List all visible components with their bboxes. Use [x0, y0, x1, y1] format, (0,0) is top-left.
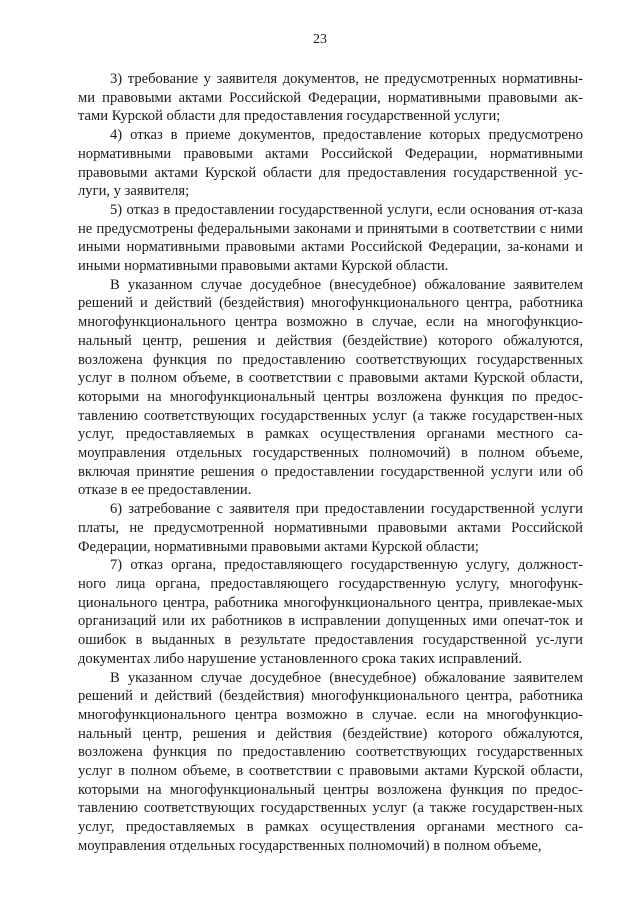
- paragraph-item-4: 4) отказ в приеме документов, предоставление которых предусмотрено нормативными правовыми актами Российской Федерации, нормативными правовыми актами Курской области для предоставления государственной ус-луги, у заявителя;: [78, 127, 583, 200]
- paragraph-item-6: 6) затребование с заявителя при предоставлении государственной услуги платы, не предусмотренной нормативными правовыми актами Российской Федерации, нормативными правовыми актами Курской области;: [78, 501, 583, 555]
- paragraph-mfc-appeal-1: В указанном случае досудебное (внесудебное) обжалование заявителем решений и действий (бездействия) многофункционального центра, работника многофункционального центра возможно в случае, если на многофункцио-нальный центр, решения и действия (бездействие) которого обжалуются, возложена функция по предоставлению соответствующих государственных услуг в полном объеме, в соответствии с правовыми актами Курской области, которыми на многофункциональный центры возложена функция по предос-тавлению соответствующих государственных услуг (а также государствен-ных услуг, предоставляемых в рамках осуществления органами местного са-моуправления отдельных государственных полномочий) в полном объеме, включая принятие решения о предоставлении государственной услуги или об отказе в ее предоставлении.: [78, 276, 583, 499]
- document-body: [78, 70, 583, 856]
- paragraph-mfc-appeal-2: В указанном случае досудебное (внесудебное) обжалование заявителем решений и действий (бездействия) многофункционального центра, работника многофункционального центра возможно в случае. если на многофункцио-нальный центр, решения и действия (бездействие) которого обжалуются, возложена функция по предоставлению соответствующих государственных услуг в полном объеме, в соответствии с правовыми актами Курской области, которыми на многофункциональный центры возложена функция по предос-тавлению соответствующих государственных услуг (а также государствен-ных услуг, предоставляемых в рамках осуществления органами местного са-моуправления отдельных государственных полномочий) в полном объеме,: [78, 669, 583, 854]
- page-number: 23: [313, 32, 327, 47]
- paragraph-item-7: 7) отказ органа, предоставляющего государственную услугу, должност-ного лица органа, предоставляющего государственную услугу, многофунк-ционального центра, работника многофункционального центра, привлекае-мых организаций или их работников в исправлении допущенных ими опечат-ток и ошибок в выданных в результате предоставления государственной ус-луги документах либо нарушение установленного срока таких исправлений.: [78, 557, 583, 667]
- paragraph-item-3: 3) требование у заявителя документов, не предусмотренных нормативны-ми правовыми актами Российской Федерации, нормативными правовыми ак-тами Курской области для предоставления государственной услуги;: [78, 71, 583, 125]
- paragraph-item-5: 5) отказ в предоставлении государственной услуги, если основания от-каза не предусмотрены федеральными законами и принятыми в соответствии с ними иными нормативными правовыми актами Российской Федерации, за-конами и иными нормативными правовыми актами Курской области.: [78, 201, 583, 275]
